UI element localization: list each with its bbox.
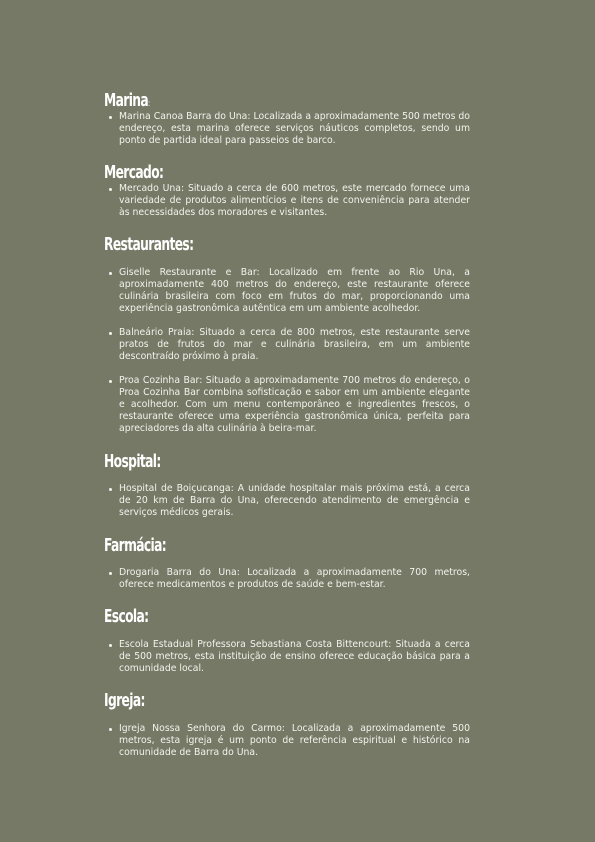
list-item-marina-canoa: Marina Canoa Barra do Una: Localizada a aproximadamente 500 metros do endereço, esta marina oferece serviços náuticos completos, sendo um ponto de partida ideal para passeios de barco. (119, 111, 470, 146)
section-heading-restaurantes: Restaurantes: (104, 235, 194, 255)
list-item-escola-estadual: Escola Estadual Professora Sebastiana Costa Bittencourt: Situada a cerca de 500 metros, esta instituição de ensino oferece educação básica para a comunidade local. (119, 639, 470, 674)
list-item-balneario-praia: Balneário Praia: Situado a cerca de 800 metros, este restaurante serve pratos de frutos do mar e culinária brasileira, em um ambiente descontraído próximo à praia. (119, 327, 470, 362)
section-heading-farmacia: Farmácia: (104, 536, 167, 556)
section-title-marina-suffix: : (148, 99, 151, 109)
section-title-marina: Marina (104, 91, 149, 111)
section-heading-escola: Escola: (104, 607, 149, 627)
section-heading-hospital: Hospital: (104, 452, 161, 472)
list-item-proa-cozinha-bar: Proa Cozinha Bar: Situado a aproximadamente 700 metros do endereço, o Proa Cozinha Bar combina sofisticação e sabor em um ambiente elegante e acolhedor. Com um menu contemporâneo e ingredientes frescos, o restaurante oferece uma experiência gastronômica única, perfeita para apreciadores da alta culinária à beira-mar. (119, 375, 470, 434)
section-heading-mercado: Mercado: (104, 163, 164, 183)
list-item-hospital-boicucanga: Hospital de Boiçucanga: A unidade hospitalar mais próxima está, a cerca de 20 km de Barra do Una, oferecendo atendimento de emergência e serviços médicos gerais. (119, 483, 470, 518)
list-item-drogaria: Drogaria Barra do Una: Localizada a aproximadamente 700 metros, oferece medicamentos e produtos de saúde e bem-estar. (119, 567, 470, 590)
list-item-mercado-una: Mercado Una: Situado a cerca de 600 metros, este mercado fornece uma variedade de produtos alimentícios e itens de conveniência para atender às necessidades dos moradores e visitantes. (119, 183, 470, 218)
section-heading-igreja: Igreja: (104, 691, 145, 711)
list-item-igreja-carmo: Igreja Nossa Senhora do Carmo: Localizada a aproximadamente 500 metros, esta igreja é um ponto de referência espiritual e histórico na comunidade de Barra do Una. (119, 723, 470, 758)
list-item-giselle-restaurante: Giselle Restaurante e Bar: Localizado em frente ao Rio Una, a aproximadamente 400 metros do endereço, este restaurante oferece culinária brasileira com foco em frutos do mar, proporcionando uma experiência gastronômica autêntica em um ambiente acolhedor. (119, 267, 470, 314)
